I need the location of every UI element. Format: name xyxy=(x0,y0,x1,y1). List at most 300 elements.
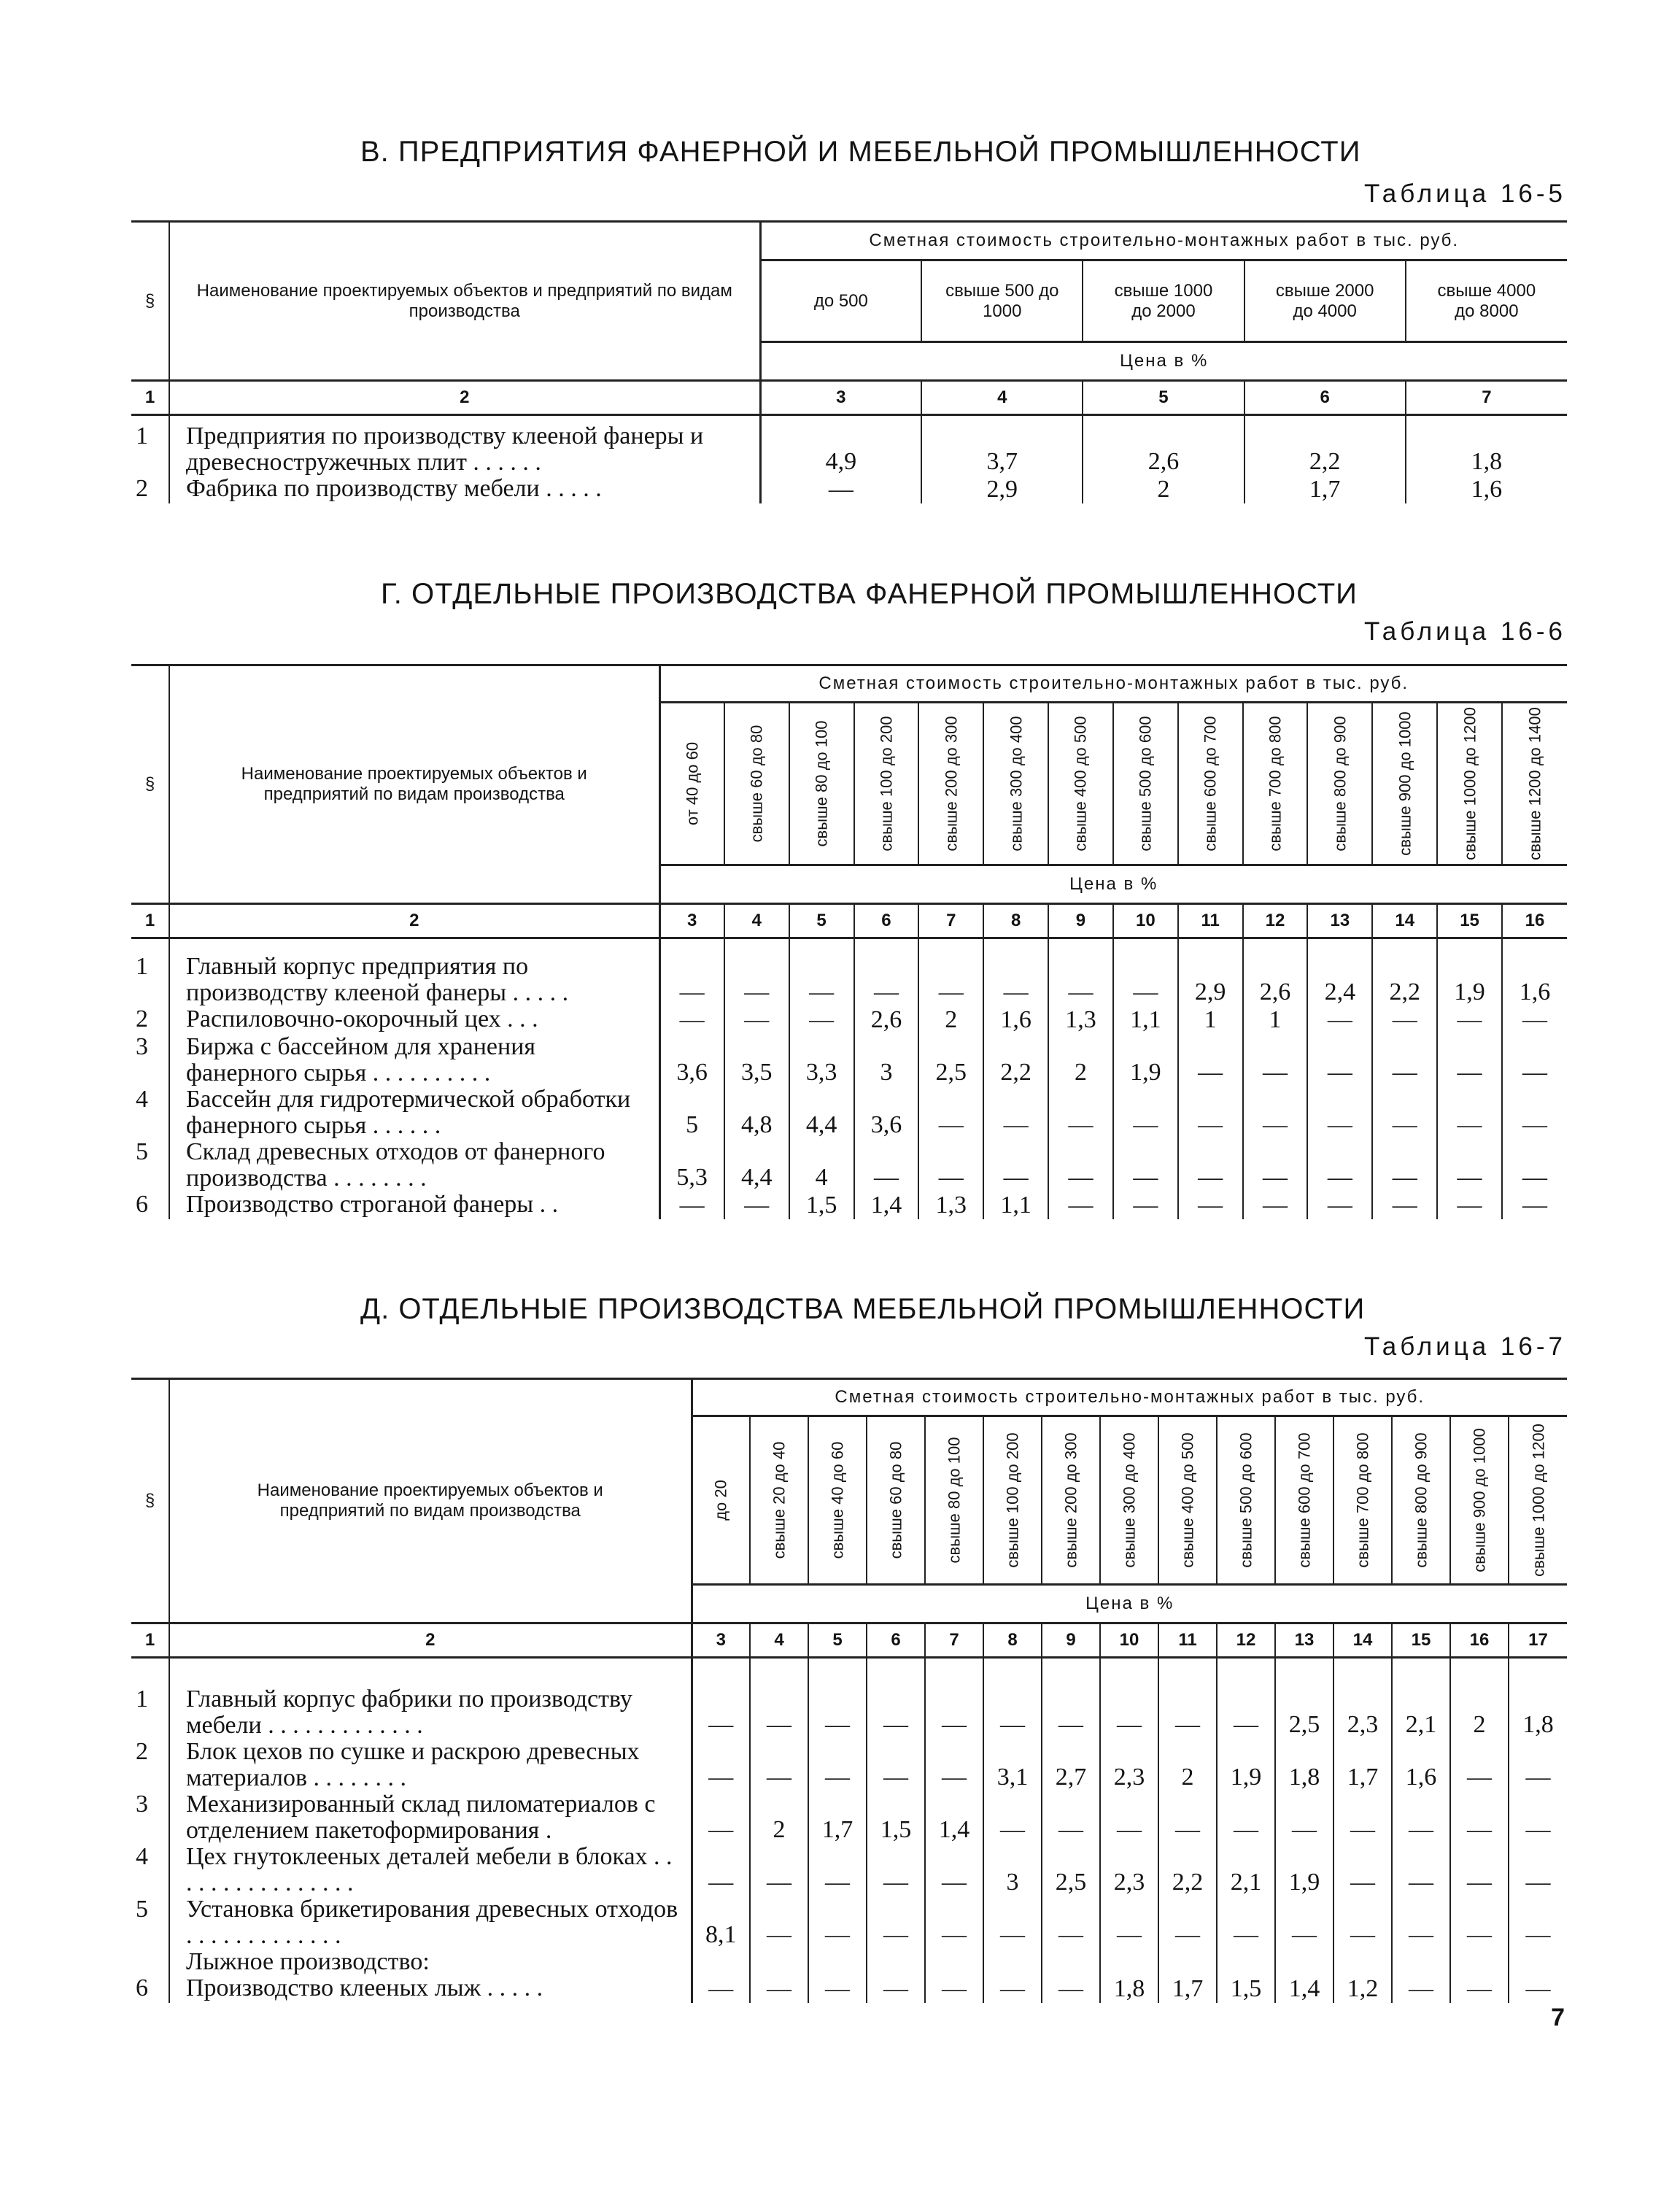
cost-range-label: свыше 500 до 600 xyxy=(1136,716,1155,852)
price-percent-cell: — xyxy=(1437,1034,1502,1086)
column-number: 15 xyxy=(1437,904,1502,938)
column-number: 6 xyxy=(854,904,919,938)
cost-range-label: свыше 400 до 500 xyxy=(1071,716,1090,852)
price-percent-cell: — xyxy=(659,1192,724,1219)
price-percent-cell: 1,7 xyxy=(1333,1739,1392,1791)
object-name: Главный корпус фабрики по производству мебели . . . . . . . . . . . . . xyxy=(169,1686,692,1739)
price-percent-cell: — xyxy=(808,1739,867,1791)
price-percent-cell: — xyxy=(1307,1192,1372,1219)
price-percent-cell: — xyxy=(1522,1164,1547,1191)
column-number: 12 xyxy=(1217,1623,1275,1658)
cost-range-label: свыше 400 до 500 xyxy=(1178,1432,1197,1568)
column-number: 1 xyxy=(131,1623,169,1658)
price-percent-cell: — xyxy=(854,1139,919,1192)
price-percent-cell: 1,6 xyxy=(1392,1739,1450,1791)
price-percent-cell: — xyxy=(1243,1086,1308,1139)
price-percent-cell: 1,3 xyxy=(918,1192,983,1219)
cost-range-header xyxy=(1113,703,1178,865)
price-percent-cell: — xyxy=(1392,1975,1450,2003)
price-percent-cell: 1,8 xyxy=(1522,1711,1554,1738)
table-row xyxy=(131,1975,1567,2003)
price-percent-cell: — xyxy=(983,1975,1042,2003)
table-16-5 xyxy=(131,220,1567,503)
cost-range-header xyxy=(1372,703,1437,865)
price-percent-cell xyxy=(983,1949,1042,1975)
object-name: Механизированный склад пиломатериалов с отделением пакетоформирования . xyxy=(169,1791,692,1844)
price-percent-cell: 1,8 xyxy=(1275,1739,1333,1791)
price-percent-cell: 4,4 xyxy=(724,1139,789,1192)
section-g-title: Г. ОТДЕЛЬНЫЕ ПРОИЗВОДСТВА ФАНЕРНОЙ ПРОМЫШЛЕННОСТИ xyxy=(381,578,1358,610)
cost-range-header xyxy=(1217,1416,1275,1585)
price-percent-cell xyxy=(1392,1949,1450,1975)
price-percent-cell: — xyxy=(1450,1791,1509,1844)
row-number: 3 xyxy=(131,1034,169,1086)
column-number: 6 xyxy=(867,1623,925,1658)
table-row xyxy=(131,1006,1567,1034)
cost-range-label: свыше 100 до 200 xyxy=(1003,1432,1022,1568)
row-number: 2 xyxy=(131,1739,169,1791)
price-percent-cell: — xyxy=(1158,1896,1217,1949)
price-percent-cell: — xyxy=(867,1975,925,2003)
price-percent-cell: — xyxy=(789,1006,854,1034)
price-percent-cell: — xyxy=(918,954,983,1006)
price-percent-cell xyxy=(1100,1949,1158,1975)
price-percent-cell: — xyxy=(1048,954,1113,1006)
price-percent-cell: — xyxy=(1307,1006,1372,1034)
price-percent-cell: 1,2 xyxy=(1333,1975,1392,2003)
price-percent-cell: — xyxy=(750,1975,808,2003)
price-percent-cell: — xyxy=(1372,1034,1437,1086)
row-number: 1 xyxy=(131,954,169,1006)
price-percent-cell: — xyxy=(1178,1192,1243,1219)
price-percent-cell: — xyxy=(983,954,1048,1006)
price-percent-cell xyxy=(692,1949,750,1975)
price-percent-cell: 2 xyxy=(1450,1686,1509,1739)
cost-range-label: свыше 40 до 60 xyxy=(828,1441,847,1559)
price-percent-cell: — xyxy=(918,1139,983,1192)
object-name: Биржа с бассейном для хранения фанерного сырья . . . . . . . . . . xyxy=(169,1034,659,1086)
price-percent-cell: — xyxy=(1178,1086,1243,1139)
price-percent-cell: — xyxy=(1113,1139,1178,1192)
price-percent-cell: — xyxy=(867,1844,925,1896)
price-percent-cell: 2 xyxy=(1083,476,1244,503)
price-percent-cell: 1,5 xyxy=(1217,1975,1275,2003)
price-percent-cell: 1,9 xyxy=(1217,1739,1275,1791)
table-16-7 xyxy=(131,1378,1567,2003)
row-number: 6 xyxy=(131,1975,169,2003)
cost-range-label: свыше 200 до 300 xyxy=(1061,1432,1080,1568)
table-row xyxy=(131,1192,1567,1219)
cost-range-header xyxy=(1100,1416,1158,1585)
cost-range-header: свыше 500 до 1000 xyxy=(921,260,1083,342)
cost-range-label: свыше 700 до 800 xyxy=(1266,716,1285,852)
price-percent-cell: — xyxy=(750,1844,808,1896)
cost-range-label: свыше 300 до 400 xyxy=(1120,1432,1139,1568)
price-percent-cell: — xyxy=(1372,1006,1437,1034)
table-row xyxy=(131,1791,1567,1844)
column-number: 17 xyxy=(1509,1623,1567,1658)
price-percent-cell xyxy=(1158,1949,1217,1975)
price-percent-cell: — xyxy=(983,1896,1042,1949)
cost-range-header xyxy=(1275,1416,1333,1585)
column-number: 4 xyxy=(750,1623,808,1658)
cost-range-label: свыше 900 до 1000 xyxy=(1396,711,1414,856)
price-percent-cell: 1 xyxy=(1243,1006,1308,1034)
price-percent-cell: — xyxy=(760,476,921,503)
price-percent-cell: — xyxy=(1522,1006,1547,1033)
price-percent-cell: 1,8 xyxy=(1471,448,1503,475)
cost-header: Сметная стоимость строительно-монтажных работ в тыс. руб. xyxy=(692,1379,1567,1416)
column-number: 3 xyxy=(760,381,921,415)
cost-range-header xyxy=(1158,1416,1217,1585)
price-percent-cell: — xyxy=(1437,1006,1502,1034)
table-row xyxy=(131,1844,1567,1896)
price-percent-cell xyxy=(808,1949,867,1975)
column-number: 12 xyxy=(1243,904,1308,938)
price-percent-cell: — xyxy=(918,1086,983,1139)
price-percent-cell: 2 xyxy=(1048,1034,1113,1086)
cost-range-label: свыше 80 до 100 xyxy=(812,720,831,847)
cost-range-header: свыше 2000 до 4000 xyxy=(1244,260,1406,342)
price-percent-cell: 1,8 xyxy=(1100,1975,1158,2003)
price-percent-cell: — xyxy=(1042,1975,1100,2003)
price-percent-cell: — xyxy=(867,1686,925,1739)
price-percent-cell: — xyxy=(1178,1034,1243,1086)
price-percent-cell: — xyxy=(1243,1034,1308,1086)
cost-range-label: свыше 800 до 900 xyxy=(1331,716,1350,852)
column-number: 8 xyxy=(983,904,1048,938)
price-percent-cell: — xyxy=(1042,1791,1100,1844)
price-percent-cell: — xyxy=(867,1896,925,1949)
row-number: 4 xyxy=(131,1844,169,1896)
object-name: Производство строганой фанеры . . xyxy=(169,1192,659,1219)
price-percent-cell: 2,1 xyxy=(1392,1686,1450,1739)
price-percent-cell: 2,6 xyxy=(1243,954,1308,1006)
price-percent-cell: 5,3 xyxy=(659,1139,724,1192)
cost-range-header xyxy=(808,1416,867,1585)
price-percent-cell: — xyxy=(1100,1686,1158,1739)
price-percent-cell: 1,3 xyxy=(1048,1006,1113,1034)
price-percent-cell: — xyxy=(1437,1139,1502,1192)
column-number: 9 xyxy=(1042,1623,1100,1658)
cost-range-label: свыше 900 до 1000 xyxy=(1470,1428,1489,1572)
column-number: 2 xyxy=(169,904,659,938)
price-percent-cell: — xyxy=(1525,1869,1551,1896)
object-name: Блок цехов по сушке и раскрою древесных материалов . . . . . . . . xyxy=(169,1739,692,1791)
name-column-header: Наименование проектируемых объектов и предприятий по видам производства xyxy=(169,1379,692,1623)
cost-range-header: свыше 1000 до 2000 xyxy=(1083,260,1244,342)
price-percent-cell: — xyxy=(1333,1791,1392,1844)
price-percent-cell: 2 xyxy=(1158,1739,1217,1791)
price-percent-cell: 2 xyxy=(750,1791,808,1844)
price-percent-cell: — xyxy=(750,1896,808,1949)
table-16-5-label: Таблица 16-5 xyxy=(1363,179,1566,208)
price-percent-cell: — xyxy=(1217,1686,1275,1739)
price-percent-cell: — xyxy=(1158,1686,1217,1739)
price-percent-cell: — xyxy=(1450,1739,1509,1791)
price-percent-cell: — xyxy=(724,1192,789,1219)
price-percent-cell: 4,4 xyxy=(789,1086,854,1139)
column-number: 14 xyxy=(1333,1623,1392,1658)
column-number: 1 xyxy=(131,381,169,415)
price-percent-cell: 2,5 xyxy=(1042,1844,1100,1896)
price-percent-cell: 2,3 xyxy=(1100,1739,1158,1791)
price-percent-cell: 1,6 xyxy=(983,1006,1048,1034)
price-percent-cell: — xyxy=(1372,1086,1437,1139)
price-percent-cell: 1,7 xyxy=(1244,476,1406,503)
price-percent-cell: 1,1 xyxy=(983,1192,1048,1219)
price-percent-cell: — xyxy=(1525,1816,1551,1843)
price-percent-cell: — xyxy=(1243,1192,1308,1219)
column-number: 7 xyxy=(918,904,983,938)
price-percent-cell: 2,5 xyxy=(918,1034,983,1086)
price-percent-cell: — xyxy=(1392,1791,1450,1844)
cost-range-header xyxy=(1333,1416,1392,1585)
cost-range-label: свыше 500 до 600 xyxy=(1236,1432,1255,1568)
price-percent-cell: 2,9 xyxy=(921,476,1083,503)
price-percent-cell: — xyxy=(1333,1844,1392,1896)
price-percent-cell: — xyxy=(1100,1791,1158,1844)
price-percent-cell: — xyxy=(1217,1791,1275,1844)
cost-range-header xyxy=(1437,703,1502,865)
price-percent-cell: — xyxy=(1333,1896,1392,1949)
cost-range-label: свыше 1000 до 1200 xyxy=(1460,707,1479,860)
cost-range-header xyxy=(1502,703,1567,865)
price-percent-cell: — xyxy=(1042,1686,1100,1739)
section-v-title: В. ПРЕДПРИЯТИЯ ФАНЕРНОЙ И МЕБЕЛЬНОЙ ПРОМЫШЛЕННОСТИ xyxy=(360,136,1361,168)
column-number: 4 xyxy=(921,381,1083,415)
price-percent-cell: 5 xyxy=(659,1086,724,1139)
price-percent-cell: 1,6 xyxy=(1519,978,1551,1005)
price-percent-cell: — xyxy=(1217,1896,1275,1949)
table-row xyxy=(131,1086,1567,1139)
price-percent-cell: 1,6 xyxy=(1471,476,1503,503)
price-percent-cell: — xyxy=(1178,1139,1243,1192)
price-percent-cell: — xyxy=(1450,1975,1509,2003)
cost-range-header xyxy=(867,1416,925,1585)
table-16-6-label: Таблица 16-6 xyxy=(1363,617,1566,646)
price-percent-cell: — xyxy=(1450,1896,1509,1949)
cost-range-label: свыше 200 до 300 xyxy=(942,716,961,852)
column-number: 10 xyxy=(1100,1623,1158,1658)
price-percent-cell: — xyxy=(692,1739,750,1791)
name-column-header: Наименование проектируемых объектов и предприятий по видам производства xyxy=(169,222,760,381)
price-percent-cell: 2,2 xyxy=(1158,1844,1217,1896)
price-percent-cell: — xyxy=(1372,1192,1437,1219)
price-percent-cell: — xyxy=(1450,1844,1509,1896)
column-number: 5 xyxy=(808,1623,867,1658)
price-percent-cell: 8,1 xyxy=(692,1896,750,1949)
price-percent-cell: — xyxy=(1048,1086,1113,1139)
row-number: 6 xyxy=(131,1192,169,1219)
name-column-header: Наименование проектируемых объектов и предприятий по видам производства xyxy=(169,665,659,904)
cost-range-label: свыше 600 до 700 xyxy=(1201,716,1220,852)
table-row xyxy=(131,1686,1567,1739)
column-number: 16 xyxy=(1450,1623,1509,1658)
cost-range-label: от 40 до 60 xyxy=(683,741,702,826)
price-percent-cell: — xyxy=(925,1739,983,1791)
price-percent-cell: — xyxy=(808,1975,867,2003)
price-percent-cell: — xyxy=(1042,1896,1100,1949)
price-percent-cell: 3,5 xyxy=(724,1034,789,1086)
price-percent-cell: 2,7 xyxy=(1042,1739,1100,1791)
cost-range-header xyxy=(918,703,983,865)
table-row xyxy=(131,476,1567,503)
row-number: 4 xyxy=(131,1086,169,1139)
price-percent-cell xyxy=(1450,1949,1509,1975)
price-percent-cell xyxy=(1509,1949,1567,1975)
price-percent-cell: — xyxy=(1525,1975,1551,2002)
cost-range-label: свыше 60 до 80 xyxy=(886,1441,905,1559)
column-number: 13 xyxy=(1307,904,1372,938)
price-percent-cell xyxy=(1275,1949,1333,1975)
table-16-6 xyxy=(131,664,1567,1219)
price-percent-cell: — xyxy=(1372,1139,1437,1192)
price-percent-cell xyxy=(1042,1949,1100,1975)
price-percent-cell: 4,9 xyxy=(760,423,921,476)
table-row xyxy=(131,1949,1567,1975)
price-percent-cell xyxy=(750,1949,808,1975)
object-name: Бассейн для гидротермической обработки фанерного сырья . . . . . . xyxy=(169,1086,659,1139)
column-number: 2 xyxy=(169,1623,692,1658)
price-percent-cell: — xyxy=(692,1975,750,2003)
object-name: Предприятия по производству клееной фанеры и древесностружечных плит . . . . . . xyxy=(169,423,760,476)
column-number: 8 xyxy=(983,1623,1042,1658)
object-name: Установка брикетирования древесных отходов . . . . . . . . . . . . . xyxy=(169,1896,692,1949)
price-percent-cell: — xyxy=(867,1739,925,1791)
table-16-7-label: Таблица 16-7 xyxy=(1363,1332,1566,1361)
price-percent-cell: — xyxy=(925,1896,983,1949)
price-percent-cell: 3,6 xyxy=(659,1034,724,1086)
column-number: 7 xyxy=(925,1623,983,1658)
price-label: Цена в % xyxy=(659,865,1567,904)
price-percent-cell: — xyxy=(1275,1896,1333,1949)
price-percent-cell: 1,7 xyxy=(808,1791,867,1844)
price-percent-cell: — xyxy=(1100,1896,1158,1949)
cost-range-label: свыше 300 до 400 xyxy=(1006,716,1025,852)
price-percent-cell xyxy=(925,1949,983,1975)
table-row xyxy=(131,954,1567,1006)
price-percent-cell: 2,1 xyxy=(1217,1844,1275,1896)
cost-range-header xyxy=(1042,1416,1100,1585)
cost-range-label: свыше 20 до 40 xyxy=(770,1441,789,1559)
row-number: 1 xyxy=(131,1686,169,1739)
column-number: 4 xyxy=(724,904,789,938)
price-percent-cell: — xyxy=(1307,1086,1372,1139)
price-percent-cell: 1,4 xyxy=(854,1192,919,1219)
column-number: 9 xyxy=(1048,904,1113,938)
cost-range-header xyxy=(750,1416,808,1585)
column-number: 14 xyxy=(1372,904,1437,938)
price-percent-cell: — xyxy=(1113,1086,1178,1139)
price-percent-cell: 2,3 xyxy=(1100,1844,1158,1896)
price-percent-cell: 2,9 xyxy=(1178,954,1243,1006)
price-percent-cell: — xyxy=(808,1896,867,1949)
cost-range-header xyxy=(1048,703,1113,865)
object-name: Цех гнутоклееных деталей мебели в блоках . . . . . . . . . . . . . . . . xyxy=(169,1844,692,1896)
column-number: 7 xyxy=(1406,381,1567,415)
object-name: Фабрика по производству мебели . . . . . xyxy=(169,476,760,503)
price-percent-cell: — xyxy=(925,1686,983,1739)
cost-range-header xyxy=(925,1416,983,1585)
section-symbol-header: § xyxy=(131,1379,169,1623)
price-percent-cell: 2,3 xyxy=(1333,1686,1392,1739)
column-number: 11 xyxy=(1178,904,1243,938)
price-percent-cell: — xyxy=(1525,1921,1551,1948)
price-percent-cell: — xyxy=(750,1686,808,1739)
price-percent-cell: — xyxy=(659,954,724,1006)
cost-range-label: свыше 1200 до 1400 xyxy=(1525,707,1544,860)
column-number: 16 xyxy=(1502,904,1567,938)
cost-range-label: свыше 600 до 700 xyxy=(1295,1432,1314,1568)
price-percent-cell: 2,2 xyxy=(983,1034,1048,1086)
cost-range-header: до 500 xyxy=(760,260,921,342)
row-number: 2 xyxy=(131,1006,169,1034)
row-number: 2 xyxy=(131,476,169,503)
section-symbol-header: § xyxy=(131,222,169,381)
price-percent-cell: 1 xyxy=(1178,1006,1243,1034)
price-percent-cell: — xyxy=(854,954,919,1006)
price-percent-cell: — xyxy=(692,1844,750,1896)
price-percent-cell: 1,4 xyxy=(1275,1975,1333,2003)
price-percent-cell: — xyxy=(1522,1059,1547,1086)
cost-range-header xyxy=(1392,1416,1450,1585)
price-percent-cell: 2,4 xyxy=(1307,954,1372,1006)
price-percent-cell: — xyxy=(789,954,854,1006)
price-percent-cell: — xyxy=(1113,1192,1178,1219)
cost-range-header: свыше 4000 до 8000 xyxy=(1437,280,1536,321)
price-percent-cell: — xyxy=(925,1844,983,1896)
section-symbol-header: § xyxy=(131,665,169,904)
price-percent-cell xyxy=(1333,1949,1392,1975)
price-percent-cell: — xyxy=(1522,1192,1547,1219)
cost-range-header xyxy=(789,703,854,865)
price-percent-cell: 1,9 xyxy=(1113,1034,1178,1086)
price-percent-cell: — xyxy=(983,1139,1048,1192)
cost-range-header xyxy=(983,1416,1042,1585)
cost-range-label: свыше 80 до 100 xyxy=(945,1437,964,1564)
price-percent-cell: 3,3 xyxy=(789,1034,854,1086)
price-percent-cell: — xyxy=(1158,1791,1217,1844)
price-percent-cell: — xyxy=(724,954,789,1006)
column-number: 3 xyxy=(659,904,724,938)
price-percent-cell: 2,5 xyxy=(1275,1686,1333,1739)
price-percent-cell: 2,6 xyxy=(1083,423,1244,476)
object-name: Лыжное производство: xyxy=(169,1949,692,1975)
price-percent-cell: — xyxy=(1307,1139,1372,1192)
price-percent-cell: 4 xyxy=(789,1139,854,1192)
cost-range-header xyxy=(724,703,789,865)
price-percent-cell: — xyxy=(808,1686,867,1739)
price-percent-cell: — xyxy=(983,1086,1048,1139)
column-number: 3 xyxy=(692,1623,750,1658)
price-percent-cell: 2,6 xyxy=(854,1006,919,1034)
column-number: 10 xyxy=(1113,904,1178,938)
cost-range-label: до 20 xyxy=(711,1480,730,1521)
price-percent-cell: — xyxy=(1392,1896,1450,1949)
price-percent-cell: — xyxy=(1392,1844,1450,1896)
row-number: 3 xyxy=(131,1791,169,1844)
object-name: Производство клееных лыж . . . . . xyxy=(169,1975,692,2003)
price-percent-cell: 3,1 xyxy=(983,1739,1042,1791)
table-row xyxy=(131,1034,1567,1086)
object-name: Главный корпус предприятия по производству клееной фанеры . . . . . xyxy=(169,954,659,1006)
column-number: 6 xyxy=(1244,381,1406,415)
row-number: 5 xyxy=(131,1139,169,1192)
price-percent-cell: — xyxy=(1275,1791,1333,1844)
price-percent-cell: — xyxy=(925,1975,983,2003)
object-name: Склад древесных отходов от фанерного производства . . . . . . . . xyxy=(169,1139,659,1192)
